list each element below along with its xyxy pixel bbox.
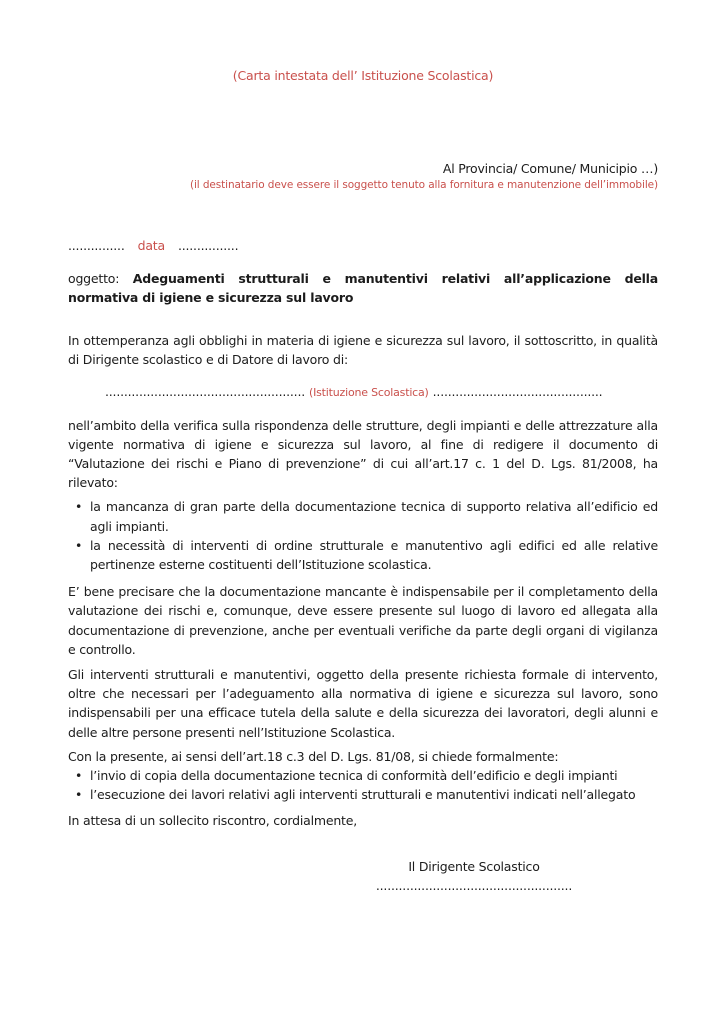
date-label: data — [137, 238, 165, 254]
subject-text: Adeguamenti strutturali e manutentivi relativi all’applicazione della normativa di igiene e sicurezza sul lavoro — [68, 270, 658, 305]
list-item — [68, 785, 658, 804]
paragraph-intro: In ottemperanza agli obblighi in materia di igiene e sicurezza sul lavoro, il sottoscritto, in qualità di Dirigente scolastico e di Datore di lavoro di: — [68, 333, 658, 368]
institution-fill-in-line — [68, 382, 658, 402]
recipient-line: Al Provincia/ Comune/ Municipio …) — [442, 161, 658, 177]
list-item-text: la necessità di interventi di ordine strutturale e manutentivo agli edifici ed alle relative pertinenze esterne costituenti dell’Istituzione scolastica. — [90, 537, 658, 573]
paragraph-closing: In attesa di un sollecito riscontro, cordialmente, — [68, 813, 358, 829]
bullet-icon: • — [75, 537, 83, 553]
signature-title: Il Dirigente Scolastico — [408, 858, 540, 874]
date-dots-right: ................ — [177, 238, 239, 254]
list-item-text: l’esecuzione dei lavori relativi agli interventi strutturali e manutentivi indicati nell’allegato — [90, 787, 636, 803]
list-item — [68, 497, 658, 535]
bullet-icon: • — [75, 768, 83, 784]
date-dots-left: ............... — [68, 238, 125, 254]
subject-label: oggetto: — [68, 270, 133, 286]
signature-block — [352, 857, 596, 895]
list-item — [68, 536, 658, 574]
paragraph-interventi: Gli interventi strutturali e manutentivi, oggetto della presente richiesta formale di intervento, oltre che necessari per l’adeguamento alla normativa di igiene e sicurezza sul lavoro, sono indispensabili per una efficace tutela della salute e della sicurezza dei lavoratori, degli alunni e delle altre persone presenti nell’Istituzione Scolastica. — [68, 667, 658, 740]
date-line — [68, 236, 658, 255]
list-item-text: la mancanza di gran parte della documentazione tecnica di supporto relativa all’edificio ed agli impianti. — [90, 499, 658, 534]
requests-list — [68, 766, 658, 804]
bullet-icon: • — [75, 787, 83, 803]
paragraph-verifica: nell’ambito della verifica sulla rispondenza delle strutture, degli impianti e delle attrezzature alla vigente normativa di igiene e sicurezza sul lavoro, al fine di redigere il documento di “Valutazione dei rischi e Piano di prevenzione” di cui all’art.17 c. 1 del D. Lgs. 81/2008, ha rilevato: — [68, 417, 658, 491]
paragraph-precisare: E’ bene precisare che la documentazione mancante è indispensabile per il completamento della valutazione dei rischi e, comunque, deve essere presente sul luogo di lavoro ed allegata alla documentazione di prevenzione, anche per eventuali verifiche da parte degli organi di vigilanza e controllo. — [68, 584, 658, 657]
paragraph-richiesta: Con la presente, ai sensi dell’art.18 c.3 del D. Lgs. 81/08, si chiede formalmente: — [68, 748, 559, 764]
findings-list — [68, 497, 658, 574]
bullet-icon: • — [75, 499, 83, 515]
list-item — [68, 766, 658, 785]
recipient-note: (il destinatario deve essere il soggetto tenuto alla fornitura e manutenzione dell’immobile) — [189, 179, 658, 192]
institution-dots-left: ..................................................... — [105, 384, 305, 400]
institution-label: (Istituzione Scolastica) — [309, 386, 429, 400]
letterhead-note: (Carta intestata dell’ Istituzione Scolastica) — [232, 68, 494, 83]
list-item-text: l’invio di copia della documentazione tecnica di conformità dell’edificio e degli impianti — [90, 768, 618, 784]
institution-dots-right: ............................................. — [432, 384, 603, 400]
subject-line — [68, 269, 658, 307]
signature-dots-line: .................................................... — [375, 877, 573, 893]
